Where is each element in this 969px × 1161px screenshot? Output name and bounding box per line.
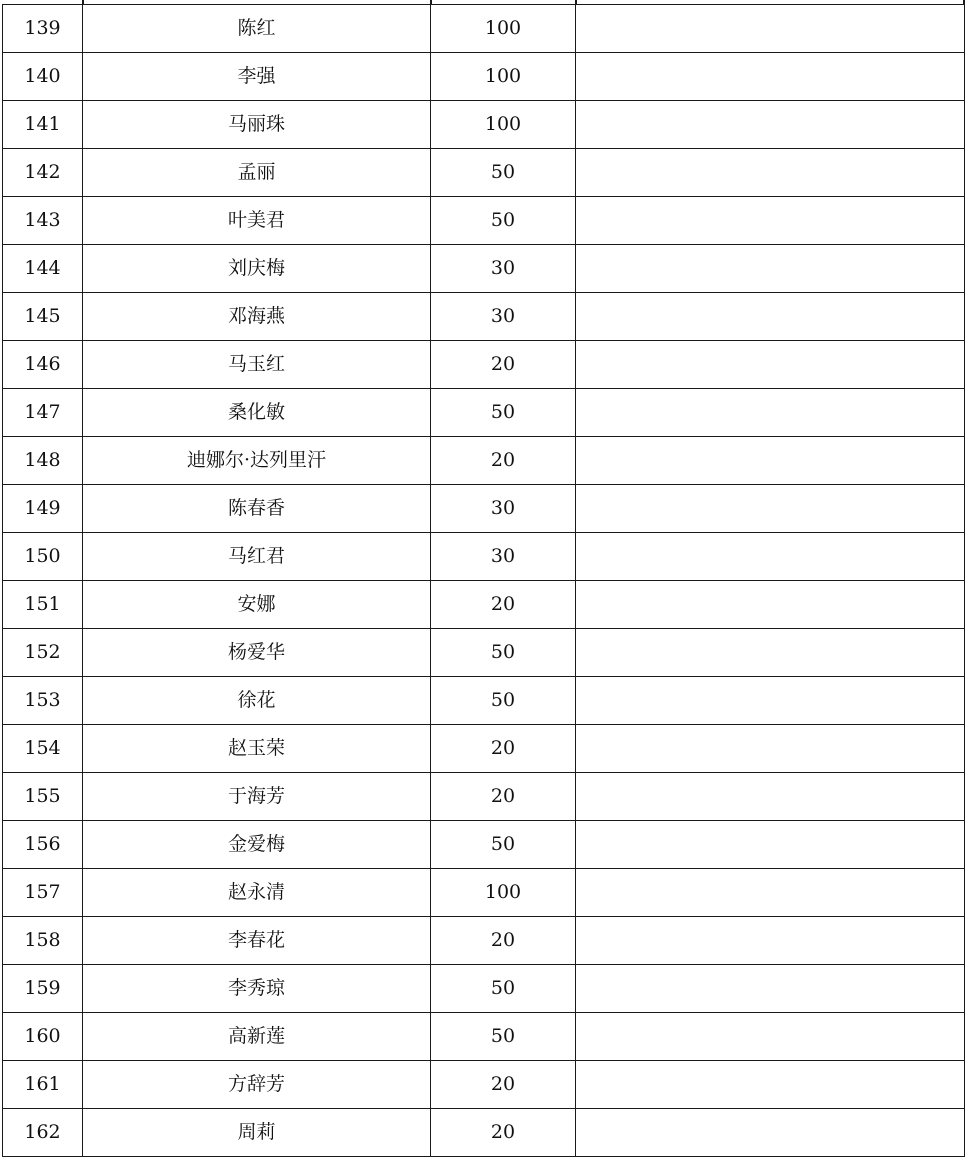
note-cell <box>576 485 965 533</box>
table-row <box>3 677 965 725</box>
note-cell <box>576 53 965 101</box>
row-number-cell: 139 <box>3 5 83 53</box>
row-number-cell: 151 <box>3 581 83 629</box>
amount-cell: 50 <box>431 677 576 725</box>
row-number-cell: 143 <box>3 197 83 245</box>
table-row <box>3 293 965 341</box>
name-cell: 邓海燕 <box>83 293 431 341</box>
name-cell: 于海芳 <box>83 773 431 821</box>
name-cell: 赵永清 <box>83 869 431 917</box>
amount-cell: 20 <box>431 437 576 485</box>
note-cell <box>576 821 965 869</box>
note-cell <box>576 341 965 389</box>
table-body <box>3 5 965 1157</box>
table-row <box>3 869 965 917</box>
row-number-cell: 157 <box>3 869 83 917</box>
row-number-cell: 148 <box>3 437 83 485</box>
row-number-cell: 156 <box>3 821 83 869</box>
amount-cell: 100 <box>431 53 576 101</box>
note-cell <box>576 245 965 293</box>
amount-cell: 20 <box>431 581 576 629</box>
note-cell <box>576 581 965 629</box>
name-cell: 高新莲 <box>83 1013 431 1061</box>
name-cell: 李春花 <box>83 917 431 965</box>
row-number-cell: 161 <box>3 1061 83 1109</box>
row-number-cell: 144 <box>3 245 83 293</box>
amount-cell: 50 <box>431 389 576 437</box>
amount-cell: 50 <box>431 629 576 677</box>
name-cell: 杨爱华 <box>83 629 431 677</box>
table-row <box>3 1109 965 1157</box>
amount-cell: 20 <box>431 725 576 773</box>
table-row <box>3 917 965 965</box>
name-cell: 周莉 <box>83 1109 431 1157</box>
table-row <box>3 725 965 773</box>
amount-cell: 20 <box>431 773 576 821</box>
table-row <box>3 1061 965 1109</box>
table-row <box>3 533 965 581</box>
amount-cell: 20 <box>431 1061 576 1109</box>
note-cell <box>576 149 965 197</box>
row-number-cell: 140 <box>3 53 83 101</box>
row-number-cell: 145 <box>3 293 83 341</box>
name-cell: 马玉红 <box>83 341 431 389</box>
amount-cell: 30 <box>431 245 576 293</box>
row-number-cell: 154 <box>3 725 83 773</box>
note-cell <box>576 629 965 677</box>
note-cell <box>576 437 965 485</box>
note-cell <box>576 293 965 341</box>
amount-cell: 50 <box>431 197 576 245</box>
row-number-cell: 150 <box>3 533 83 581</box>
name-cell: 安娜 <box>83 581 431 629</box>
table-row <box>3 629 965 677</box>
name-cell: 迪娜尔·达列里汗 <box>83 437 431 485</box>
amount-cell: 30 <box>431 533 576 581</box>
note-cell <box>576 677 965 725</box>
note-cell <box>576 101 965 149</box>
row-number-cell: 146 <box>3 341 83 389</box>
table-row <box>3 965 965 1013</box>
name-cell: 徐花 <box>83 677 431 725</box>
row-number-cell: 147 <box>3 389 83 437</box>
table-row <box>3 341 965 389</box>
table-row <box>3 149 965 197</box>
name-cell: 陈红 <box>83 5 431 53</box>
name-cell: 马丽珠 <box>83 101 431 149</box>
table-row <box>3 581 965 629</box>
note-cell <box>576 533 965 581</box>
name-cell: 马红君 <box>83 533 431 581</box>
row-number-cell: 155 <box>3 773 83 821</box>
name-cell: 李秀琼 <box>83 965 431 1013</box>
row-number-cell: 159 <box>3 965 83 1013</box>
table-row <box>3 485 965 533</box>
note-cell <box>576 1061 965 1109</box>
row-number-cell: 158 <box>3 917 83 965</box>
amount-cell: 30 <box>431 293 576 341</box>
row-number-cell: 160 <box>3 1013 83 1061</box>
name-cell: 赵玉荣 <box>83 725 431 773</box>
table-row <box>3 437 965 485</box>
table-row <box>3 1013 965 1061</box>
row-number-cell: 149 <box>3 485 83 533</box>
note-cell <box>576 389 965 437</box>
amount-cell: 30 <box>431 485 576 533</box>
name-cell: 方辞芳 <box>83 1061 431 1109</box>
name-cell: 李强 <box>83 53 431 101</box>
amount-cell: 50 <box>431 1013 576 1061</box>
table-row <box>3 821 965 869</box>
row-number-cell: 141 <box>3 101 83 149</box>
amount-cell: 20 <box>431 1109 576 1157</box>
note-cell <box>576 725 965 773</box>
table-row <box>3 197 965 245</box>
row-number-cell: 162 <box>3 1109 83 1157</box>
table-row <box>3 5 965 53</box>
table-row <box>3 53 965 101</box>
amount-cell: 100 <box>431 869 576 917</box>
table-row <box>3 389 965 437</box>
amount-cell: 20 <box>431 341 576 389</box>
amount-cell: 50 <box>431 821 576 869</box>
row-number-cell: 142 <box>3 149 83 197</box>
note-cell <box>576 869 965 917</box>
table-row <box>3 773 965 821</box>
row-number-cell: 152 <box>3 629 83 677</box>
note-cell <box>576 5 965 53</box>
table-row <box>3 245 965 293</box>
note-cell <box>576 917 965 965</box>
amount-cell: 100 <box>431 101 576 149</box>
name-cell: 金爱梅 <box>83 821 431 869</box>
amount-cell: 50 <box>431 149 576 197</box>
note-cell <box>576 965 965 1013</box>
table-row <box>3 101 965 149</box>
name-cell: 陈春香 <box>83 485 431 533</box>
name-cell: 刘庆梅 <box>83 245 431 293</box>
note-cell <box>576 773 965 821</box>
name-cell: 桑化敏 <box>83 389 431 437</box>
row-number-cell: 153 <box>3 677 83 725</box>
note-cell <box>576 1109 965 1157</box>
donation-table <box>2 4 965 1157</box>
name-cell: 孟丽 <box>83 149 431 197</box>
amount-cell: 20 <box>431 917 576 965</box>
name-cell: 叶美君 <box>83 197 431 245</box>
note-cell <box>576 1013 965 1061</box>
amount-cell: 50 <box>431 965 576 1013</box>
note-cell <box>576 197 965 245</box>
amount-cell: 100 <box>431 5 576 53</box>
